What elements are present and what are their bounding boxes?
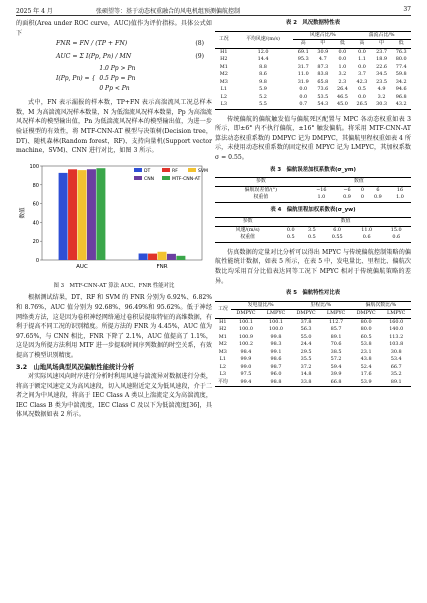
table-cell: 54.3 bbox=[317, 101, 329, 108]
table-cell: 80.0 bbox=[360, 326, 372, 333]
bar-svm-auc bbox=[78, 170, 87, 260]
table-cell: 0.9 bbox=[343, 194, 351, 201]
t2-sub-high-2: 高 bbox=[359, 40, 365, 47]
bar-dt-fnr bbox=[139, 253, 148, 260]
table-cell: 80.0 bbox=[360, 318, 372, 325]
table-cell: 98.3 bbox=[270, 341, 282, 348]
figure-3-caption: 图 3 MTF-CNN-AT 算法 AUC、FNR 性能对比 bbox=[53, 282, 175, 289]
table-cell: 1.1 bbox=[358, 56, 366, 63]
table-cell: H2 bbox=[220, 56, 228, 63]
table-cell: 100.9 bbox=[238, 333, 253, 340]
table-cell: H2 bbox=[219, 326, 227, 333]
table-cell: 59.4 bbox=[330, 363, 342, 370]
table-cell: H1 bbox=[219, 318, 227, 325]
table-cell: 0.6 bbox=[362, 234, 371, 241]
table-cell: 5.5 bbox=[259, 101, 267, 108]
table-cell: 43.8 bbox=[360, 356, 372, 363]
table-cell: 平均 bbox=[217, 378, 228, 385]
table-cell: 100.0 bbox=[238, 326, 253, 333]
table-cell: 1.0 bbox=[396, 194, 404, 201]
legend-label: MTF-CNN-AT bbox=[172, 176, 201, 182]
table-cell: 99.1 bbox=[270, 348, 282, 355]
table-row bbox=[215, 94, 411, 102]
y-tick-label: 20 bbox=[32, 238, 39, 245]
table-cell: 权重值 bbox=[253, 194, 269, 201]
table-cell: 26.4 bbox=[336, 86, 348, 93]
table-row bbox=[215, 334, 411, 342]
t2-head-turb-share: 湍流占比/% bbox=[352, 31, 411, 40]
t2-sub-low-1: 低 bbox=[339, 40, 345, 47]
left-column bbox=[16, 19, 212, 420]
bar-mtf-cnn-at-fnr bbox=[176, 256, 185, 260]
t4-head-param: 参数 bbox=[242, 218, 253, 225]
table-cell: 8.6 bbox=[259, 71, 267, 78]
table-cell: 0.5 bbox=[286, 234, 295, 241]
paragraph-results: 根据测试结果，DT、RF 和 SVM 的 FNR 分别为 6.92%、6.82%和 8.76%，AUC 值分别为 92.68%、96.49%和 95.62%。低于神经网络类方法，这是因为卷积神经网络通过卷积层提取特征的高维数据，有利于提高不同工况的识别精度。所提方法的 FNR 为 4.45%，AUC 值为 97.65%，与 CNN 相比，FNR 下降了 2.1%，AUC 值提高了 1.1%，这是因为所提方法利用 MTF 进一步提取时间序列数据的时空关系，有效提高了模型识别精度。 bbox=[16, 294, 212, 359]
table-row bbox=[215, 48, 411, 56]
table-cell: L1 bbox=[219, 356, 227, 363]
table-cell: 99.9 bbox=[240, 356, 252, 363]
table-cell: 99.0 bbox=[240, 363, 252, 370]
table-row bbox=[215, 71, 411, 79]
t2-head-speed-share: 风速占比/% bbox=[293, 31, 352, 40]
table-cell: 46.5 bbox=[336, 93, 348, 100]
table-cell: 11.0 bbox=[361, 226, 373, 233]
paragraph-wind-classification: 对实际风速风向时序进行分析时利用风速与湍流异对数据进行分类，将高于额定风速定义为高风速段，切入风速附近定义为低风速段，介于二者之间为中风速段，将高于 IEC Class A 类以上湍流定义为高湍流度，IEC Class B 类为中湍流度，IEC Class C 及以下为低湍流度[36]，具体风况数据如表 2 所示。 bbox=[16, 373, 212, 419]
y-tick-label: 80 bbox=[32, 182, 39, 189]
equation-9-indicator: I(Pp, Pn) = { bbox=[56, 75, 96, 83]
table-cell: 3.7 bbox=[358, 71, 366, 78]
table-cell: 0.5 bbox=[307, 234, 316, 241]
table-cell: 53.8 bbox=[360, 341, 372, 348]
table-cell: 100.2 bbox=[238, 341, 253, 348]
table-cell: M2 bbox=[219, 71, 228, 78]
table-cell: 96.0 bbox=[270, 371, 282, 378]
table-cell: 34.5 bbox=[376, 71, 387, 78]
right-column bbox=[215, 19, 411, 387]
table-cell: 6.0 bbox=[333, 226, 342, 233]
bar-rf-auc bbox=[68, 169, 77, 260]
table-cell: 66.8 bbox=[330, 378, 342, 385]
table-cell: 98.7 bbox=[270, 363, 282, 370]
bar-chart bbox=[16, 160, 212, 280]
table-row bbox=[215, 194, 411, 202]
paragraph-definitions: 式中，FN 表示漏报的样本数，TP+FN 表示高湍流风工况总样本数，M 为高湍流风况样本数量，N 为低湍流风况样本数量，Pp 为高湍流风况样本的模型输出值，Pn 为低湍流风况样本的模型输出值，为进一步验证模型的有效性，将 MTF-CNN-AT 模型与决策树(Decision tree，DT)、随机森林(Random forest，RF)、支持向量机(Support vector machine，SVM)、CNN 进行对比，如图 3 所示。 bbox=[16, 99, 213, 155]
table-cell: 87.3 bbox=[317, 63, 329, 70]
table-cell: 103.8 bbox=[389, 341, 404, 348]
table-cell: 30.8 bbox=[390, 348, 402, 355]
table-cell: 29.5 bbox=[300, 348, 312, 355]
table-cell: 98.8 bbox=[270, 378, 282, 385]
table-cell: 99.4 bbox=[240, 378, 252, 385]
table-cell: 9.8 bbox=[259, 78, 267, 85]
section-heading-3-2: 3.2 山地风场典型风况偏航性能统计分析 bbox=[16, 363, 135, 371]
table-cell: 77.4 bbox=[395, 63, 407, 70]
bar-svm-fnr bbox=[158, 252, 167, 260]
table-cell: M3 bbox=[218, 348, 227, 355]
t5-sub-3: DMPYC bbox=[296, 310, 316, 317]
table-cell: 14.8 bbox=[300, 371, 312, 378]
table-cell: 风速/(m/s) bbox=[235, 226, 260, 233]
table-cell: M3 bbox=[219, 78, 228, 85]
bar-cnn-auc bbox=[87, 169, 96, 260]
table-5 bbox=[215, 301, 411, 388]
table-cell: 23.5 bbox=[376, 78, 387, 85]
table-cell: 权重值 bbox=[240, 234, 255, 241]
y-tick-label: 100 bbox=[29, 163, 39, 170]
t2-sub-mid-2: 中 bbox=[379, 40, 384, 47]
y-axis-label: 数值 bbox=[20, 207, 26, 219]
table-cell: 4.9 bbox=[377, 86, 386, 93]
table-cell: 73.6 bbox=[317, 86, 329, 93]
table-2 bbox=[215, 31, 411, 110]
t2-sub-high-1: 高 bbox=[300, 40, 306, 47]
legend-label: RF bbox=[172, 168, 178, 174]
equation-9-cases bbox=[16, 64, 212, 98]
table-cell: 112.7 bbox=[329, 318, 344, 325]
t5-head-power: 发电量比/% bbox=[231, 301, 291, 310]
table-cell: 2.3 bbox=[338, 78, 347, 85]
paragraph-yaw-config: 传统偏航的偏航触发值与偏航死区配置与 MPC 各动态权重如表 3 所示，即±6° 内不执行偏航，±16° 触发偏航。将采用 MTF-CNN-AT 算法动态权重系数的 DMPYC 记为 DMPYC，其偏航里程权重如表 4 所示，未使用动态权重系数的固定权重 MPYC 记为 LMPYC，其加权系数 σ = 0.55。 bbox=[215, 115, 411, 161]
table-cell: 15.0 bbox=[390, 226, 402, 233]
table-cell: 30.3 bbox=[376, 101, 387, 108]
table-cell: 30.9 bbox=[317, 48, 329, 55]
t3-head-param: 参数 bbox=[255, 178, 266, 185]
x-tick-label: AUC bbox=[76, 263, 88, 270]
table-cell: 11.0 bbox=[297, 71, 309, 78]
figure-3-chart bbox=[16, 160, 212, 280]
table-cell: 35.5 bbox=[300, 356, 312, 363]
table-cell: 0.55 bbox=[331, 234, 343, 241]
table-cell: 23.7 bbox=[376, 48, 387, 55]
table-cell: 23.1 bbox=[360, 348, 372, 355]
table-cell: 83.8 bbox=[317, 71, 329, 78]
equation-9-number: (9) bbox=[195, 53, 204, 61]
table-cell: L3 bbox=[219, 371, 227, 378]
legend-swatch bbox=[162, 168, 170, 172]
table-cell: 0.0 bbox=[338, 48, 347, 55]
t5-sub-4: LMPYC bbox=[326, 310, 346, 317]
table-cell: 0.0 bbox=[286, 226, 295, 233]
table-cell: 0.0 bbox=[299, 86, 308, 93]
table-row bbox=[215, 101, 411, 109]
y-tick-label: 60 bbox=[32, 201, 39, 208]
table-row bbox=[215, 64, 411, 72]
table-cell: 12.0 bbox=[257, 48, 269, 55]
table-cell: 5.9 bbox=[259, 86, 267, 93]
bar-rf-fnr bbox=[148, 253, 157, 259]
case-2: 0.5 Pp = Pn bbox=[99, 75, 136, 83]
table-row bbox=[215, 371, 411, 379]
table-5-title: 表 5 偏航特性对比表 bbox=[285, 290, 341, 297]
table-cell: M1 bbox=[219, 63, 228, 70]
table-cell: 76.3 bbox=[395, 48, 407, 55]
y-tick-label: 40 bbox=[32, 220, 39, 227]
table-cell: 34.2 bbox=[395, 78, 407, 85]
legend-swatch bbox=[134, 176, 142, 180]
table-cell: 140.0 bbox=[389, 326, 404, 333]
equation-9 bbox=[16, 50, 212, 64]
table-cell: 80.0 bbox=[395, 56, 407, 63]
table-cell: 53.9 bbox=[360, 378, 372, 385]
table-cell: 0.0 bbox=[358, 93, 366, 100]
legend-label: SVM bbox=[198, 168, 209, 174]
table-cell: 42.3 bbox=[356, 78, 368, 85]
table-cell: 31.7 bbox=[297, 63, 309, 70]
table-cell: 26.5 bbox=[356, 101, 368, 108]
table-cell: 35.2 bbox=[390, 371, 402, 378]
table-row bbox=[215, 341, 411, 349]
table-cell: 0.0 bbox=[299, 93, 308, 100]
header-date: 2025 年 4 月 bbox=[16, 8, 53, 15]
table-cell: 0 bbox=[360, 186, 365, 193]
table-cell: 56.3 bbox=[300, 326, 312, 333]
y-tick-label: 0 bbox=[35, 257, 39, 264]
legend-swatch bbox=[162, 176, 170, 180]
table-cell: 94.6 bbox=[395, 86, 407, 93]
table-cell: M2 bbox=[218, 341, 227, 348]
legend-swatch bbox=[188, 168, 196, 172]
bar-dt-auc bbox=[59, 173, 68, 260]
header-rule bbox=[16, 15, 411, 16]
t5-head-case: 工况 bbox=[217, 305, 228, 312]
t3-body bbox=[215, 186, 411, 202]
x-tick-label: FNR bbox=[156, 263, 168, 270]
table-cell: 0.5 bbox=[358, 86, 366, 93]
table-row bbox=[215, 86, 411, 94]
table-cell: 0.7 bbox=[299, 101, 308, 108]
table-cell: 37.2 bbox=[300, 363, 312, 370]
t3-head-value: 数值 bbox=[353, 178, 364, 185]
table-cell: 113.2 bbox=[389, 333, 404, 340]
equation-8 bbox=[16, 38, 212, 50]
table-cell: 0.0 bbox=[358, 63, 366, 70]
table-cell: 98.6 bbox=[270, 356, 282, 363]
table-cell: 98.4 bbox=[240, 348, 252, 355]
table-cell: 97.5 bbox=[240, 371, 252, 378]
t2-sub-low-2: 低 bbox=[398, 40, 404, 47]
table-cell: L2 bbox=[219, 363, 227, 370]
t4-body bbox=[215, 226, 411, 242]
table-cell: 59.8 bbox=[395, 71, 407, 78]
table-cell: 14.4 bbox=[257, 56, 269, 63]
table-row bbox=[215, 318, 411, 326]
equation-9-auc: AUC = Σ I(Pp, Pn) / MN bbox=[56, 53, 132, 61]
case-3: 0 Pp < Pn bbox=[99, 85, 130, 93]
table-row bbox=[215, 56, 411, 64]
table-row bbox=[215, 79, 411, 87]
table-cell: 31.9 bbox=[297, 78, 309, 85]
equation-8-number: (8) bbox=[195, 40, 204, 48]
table-cell: 16 bbox=[396, 186, 404, 193]
table-cell: 85.7 bbox=[330, 326, 342, 333]
table-cell: 57.2 bbox=[330, 356, 342, 363]
t5-head-count: 偏航次数比/% bbox=[351, 301, 411, 310]
table-cell: 5.2 bbox=[259, 93, 267, 100]
table-2-title: 表 2 风况数据特性表 bbox=[285, 20, 341, 26]
table-cell: 100.1 bbox=[268, 318, 283, 325]
table-cell: 53.4 bbox=[390, 356, 402, 363]
table-3-title: 表 3 偏航误差加权系数表(σ_ym) bbox=[270, 166, 356, 173]
table-cell: 0.0 bbox=[358, 48, 366, 55]
table-cell: 52.4 bbox=[360, 363, 372, 370]
table-3 bbox=[215, 177, 411, 203]
table-cell: 偏航误差值/(°) bbox=[244, 186, 278, 193]
table-cell: 0.0 bbox=[338, 56, 347, 63]
legend-swatch bbox=[134, 168, 142, 172]
paragraph-intro: 的面积(Area under ROC curve，AUC)值作为评价指标。具体公式如下 bbox=[16, 20, 212, 37]
table-cell: −16 bbox=[316, 186, 327, 193]
table-cell: 95.3 bbox=[297, 56, 309, 63]
table-row bbox=[215, 379, 411, 387]
table-cell: 43.2 bbox=[395, 101, 407, 108]
table-4 bbox=[215, 217, 411, 243]
table-cell: 66.7 bbox=[390, 363, 402, 370]
t5-sub-1: DMPYC bbox=[236, 310, 256, 317]
t5-head-mileage: 里程比/% bbox=[291, 301, 351, 310]
table-4-title: 表 4 偏航里程加权系数表(σ_yw) bbox=[270, 206, 356, 213]
t2-sub-mid-1: 中 bbox=[320, 40, 326, 47]
table-cell: L1 bbox=[220, 86, 227, 93]
t5-sub-5: DMPYC bbox=[356, 310, 376, 317]
t2-head-avg-speed: 平均风速/(m/s) bbox=[246, 35, 280, 42]
header-title: 张硕望等：基于动态权重融合的风电机组预测偏航控制 bbox=[96, 8, 241, 15]
t2-head-case: 工况 bbox=[218, 35, 229, 42]
t5-sub-6: LMPYC bbox=[386, 310, 406, 317]
bar-cnn-fnr bbox=[167, 254, 176, 260]
table-cell: 39.9 bbox=[330, 371, 342, 378]
case-1: 1.0 Pp > Pn bbox=[99, 65, 136, 73]
table-row bbox=[215, 234, 411, 242]
table-cell: 4.7 bbox=[318, 56, 327, 63]
table-cell: 6 bbox=[376, 186, 380, 193]
table-cell: 8.8 bbox=[259, 63, 267, 70]
table-cell: 1.0 bbox=[317, 194, 326, 201]
table-row bbox=[215, 364, 411, 372]
table-cell: 3.2 bbox=[377, 93, 386, 100]
legend-label: DT bbox=[144, 168, 151, 174]
table-cell: 55.0 bbox=[300, 333, 312, 340]
table-cell: 3.5 bbox=[307, 226, 316, 233]
table-cell: −6 bbox=[343, 186, 351, 193]
table-cell: 70.6 bbox=[330, 341, 342, 348]
table-row bbox=[215, 349, 411, 357]
equation-8-body: FNR = FN / (TP + FN) bbox=[56, 40, 128, 48]
table-cell: 160.0 bbox=[389, 318, 404, 325]
table-cell: 96.8 bbox=[395, 93, 407, 100]
paragraph-performance: 仿真数据的定量对比分析可以得出 MPYC 与传统偏航控制策略的偏航性能统计数据，如表 5 所示，在表 5 中，发电量比、里程比、偏航次数比均采用百分比值表达同等工况下 MPYC 相对于传统偏航策略的差异。 bbox=[215, 248, 411, 285]
table-cell: 22.6 bbox=[376, 63, 387, 70]
table-cell: M1 bbox=[218, 333, 227, 340]
table-cell: 38.5 bbox=[330, 348, 342, 355]
table-row bbox=[215, 186, 411, 194]
table-cell: 100.1 bbox=[238, 318, 253, 325]
page-number: 37 bbox=[403, 6, 411, 13]
table-cell: 53.5 bbox=[317, 93, 329, 100]
t5-body bbox=[215, 318, 411, 387]
table-cell: L3 bbox=[220, 101, 227, 108]
t2-body bbox=[215, 48, 411, 109]
table-row bbox=[215, 356, 411, 364]
table-cell: 24.4 bbox=[300, 341, 312, 348]
table-cell: 89.1 bbox=[390, 378, 402, 385]
legend-label: CNN bbox=[144, 176, 155, 182]
table-cell: 37.8 bbox=[300, 318, 312, 325]
table-cell: 69.1 bbox=[297, 48, 309, 55]
bar-mtf-cnn-at-auc bbox=[96, 168, 105, 260]
table-cell: 3.2 bbox=[338, 71, 347, 78]
table-cell: 17.6 bbox=[360, 371, 372, 378]
table-cell: 65.8 bbox=[317, 78, 329, 85]
t5-sub-2: LMPYC bbox=[266, 310, 286, 317]
table-cell: 89.1 bbox=[330, 333, 342, 340]
table-cell: 0.9 bbox=[374, 194, 382, 201]
table-cell: 1.0 bbox=[338, 63, 347, 70]
table-cell: 60.5 bbox=[360, 333, 372, 340]
table-cell: 33.8 bbox=[300, 378, 312, 385]
table-cell: 0 bbox=[360, 194, 365, 201]
table-cell: H1 bbox=[220, 48, 228, 55]
table-cell: 18.9 bbox=[376, 56, 387, 63]
table-row bbox=[215, 326, 411, 334]
table-cell: 0.6 bbox=[392, 234, 401, 241]
table-cell: 99.8 bbox=[270, 333, 282, 340]
table-cell: 45.0 bbox=[336, 101, 348, 108]
table-cell: L2 bbox=[220, 93, 227, 100]
table-cell: 100.0 bbox=[268, 326, 283, 333]
t4-head-value: 数值 bbox=[340, 218, 351, 225]
